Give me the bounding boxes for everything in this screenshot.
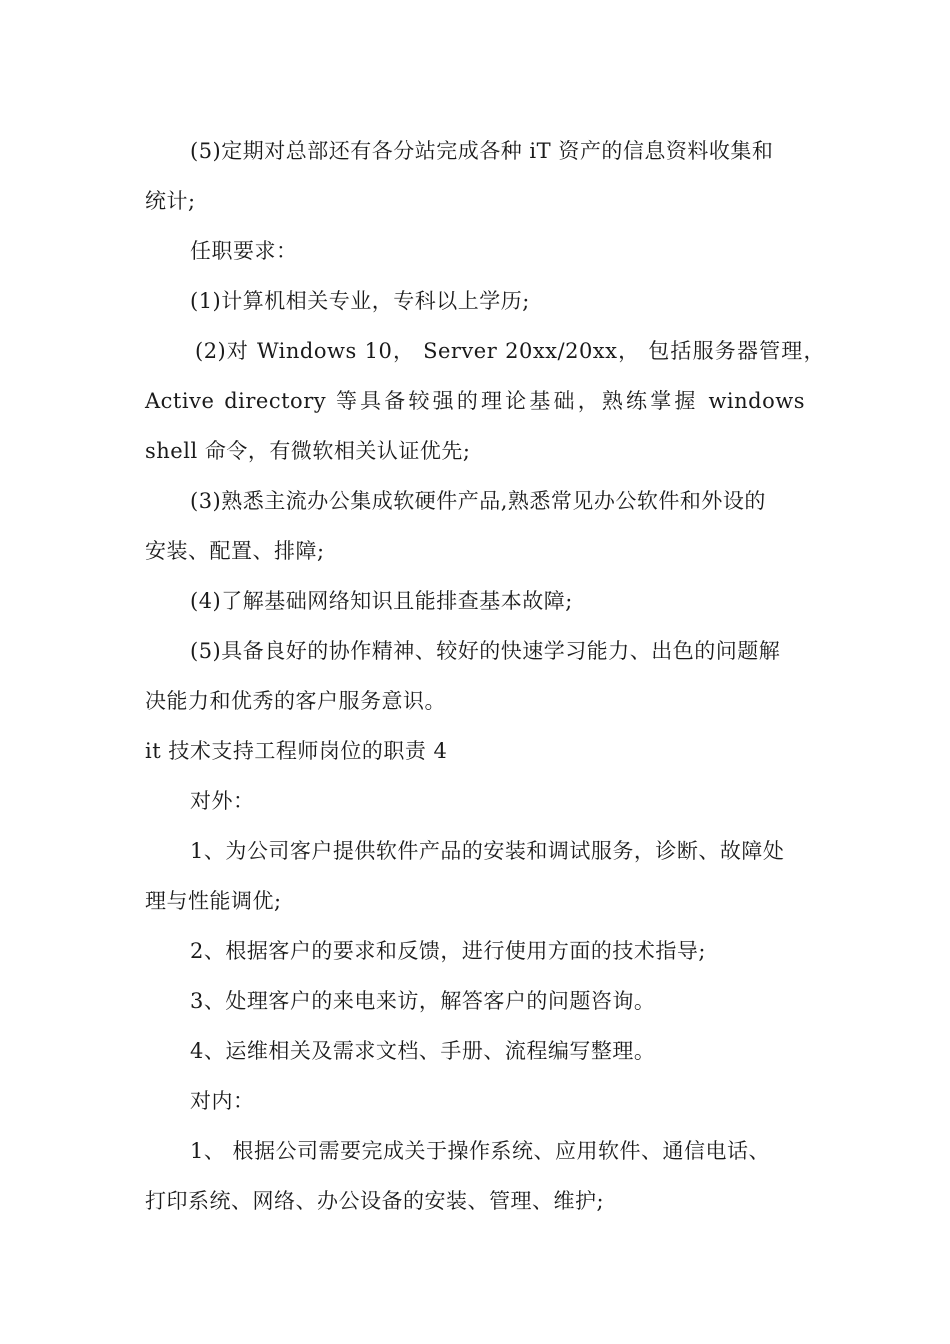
paragraph-line: 3、处理客户的来电来访，解答客户的问题咨询。 (190, 989, 656, 1013)
paragraph-line: (5)定期对总部还有各分站完成各种 iT 资产的信息资料收集和 (190, 139, 774, 163)
paragraph-line: shell 命令，有微软相关认证优先; (145, 439, 471, 463)
paragraph-line: 2、根据客户的要求和反馈，进行使用方面的技术指导; (190, 939, 706, 963)
paragraph-line: 决能力和优秀的客户服务意识。 (145, 689, 446, 713)
paragraph-line: 4、运维相关及需求文档、手册、流程编写整理。 (190, 1039, 656, 1063)
paragraph-line: (3)熟悉主流办公集成软硬件产品,熟悉常见办公软件和外设的 (190, 489, 766, 513)
section-heading: 对内： (190, 1089, 255, 1113)
paragraph-line: 统计; (145, 189, 196, 213)
section-heading: 对外： (190, 789, 255, 813)
paragraph-line: (4)了解基础网络知识且能排查基本故障; (190, 589, 573, 613)
paragraph-line: Active directory 等具备较强的理论基础，熟练掌握 windows (145, 389, 805, 413)
paragraph-line: 安装、配置、排障; (145, 539, 325, 563)
paragraph-line: 打印系统、网络、办公设备的安装、管理、维护; (145, 1189, 605, 1213)
paragraph-line: 1、 根据公司需要完成关于操作系统、应用软件、通信电话、 (190, 1139, 771, 1163)
paragraph-line: 1、为公司客户提供软件产品的安装和调试服务，诊断、故障处 (190, 839, 785, 863)
paragraph-line: 理与性能调优; (145, 889, 282, 913)
paragraph-line: (2)对 Windows 10， Server 20xx/20xx， 包括服务器管理， (195, 339, 825, 363)
paragraph-line: (1)计算机相关专业，专科以上学历; (190, 289, 530, 313)
section-heading: 任职要求： (190, 239, 298, 263)
paragraph-line: (5)具备良好的协作精神、较好的快速学习能力、出色的问题解 (190, 639, 781, 663)
section-title: it 技术支持工程师岗位的职责 4 (145, 739, 448, 763)
